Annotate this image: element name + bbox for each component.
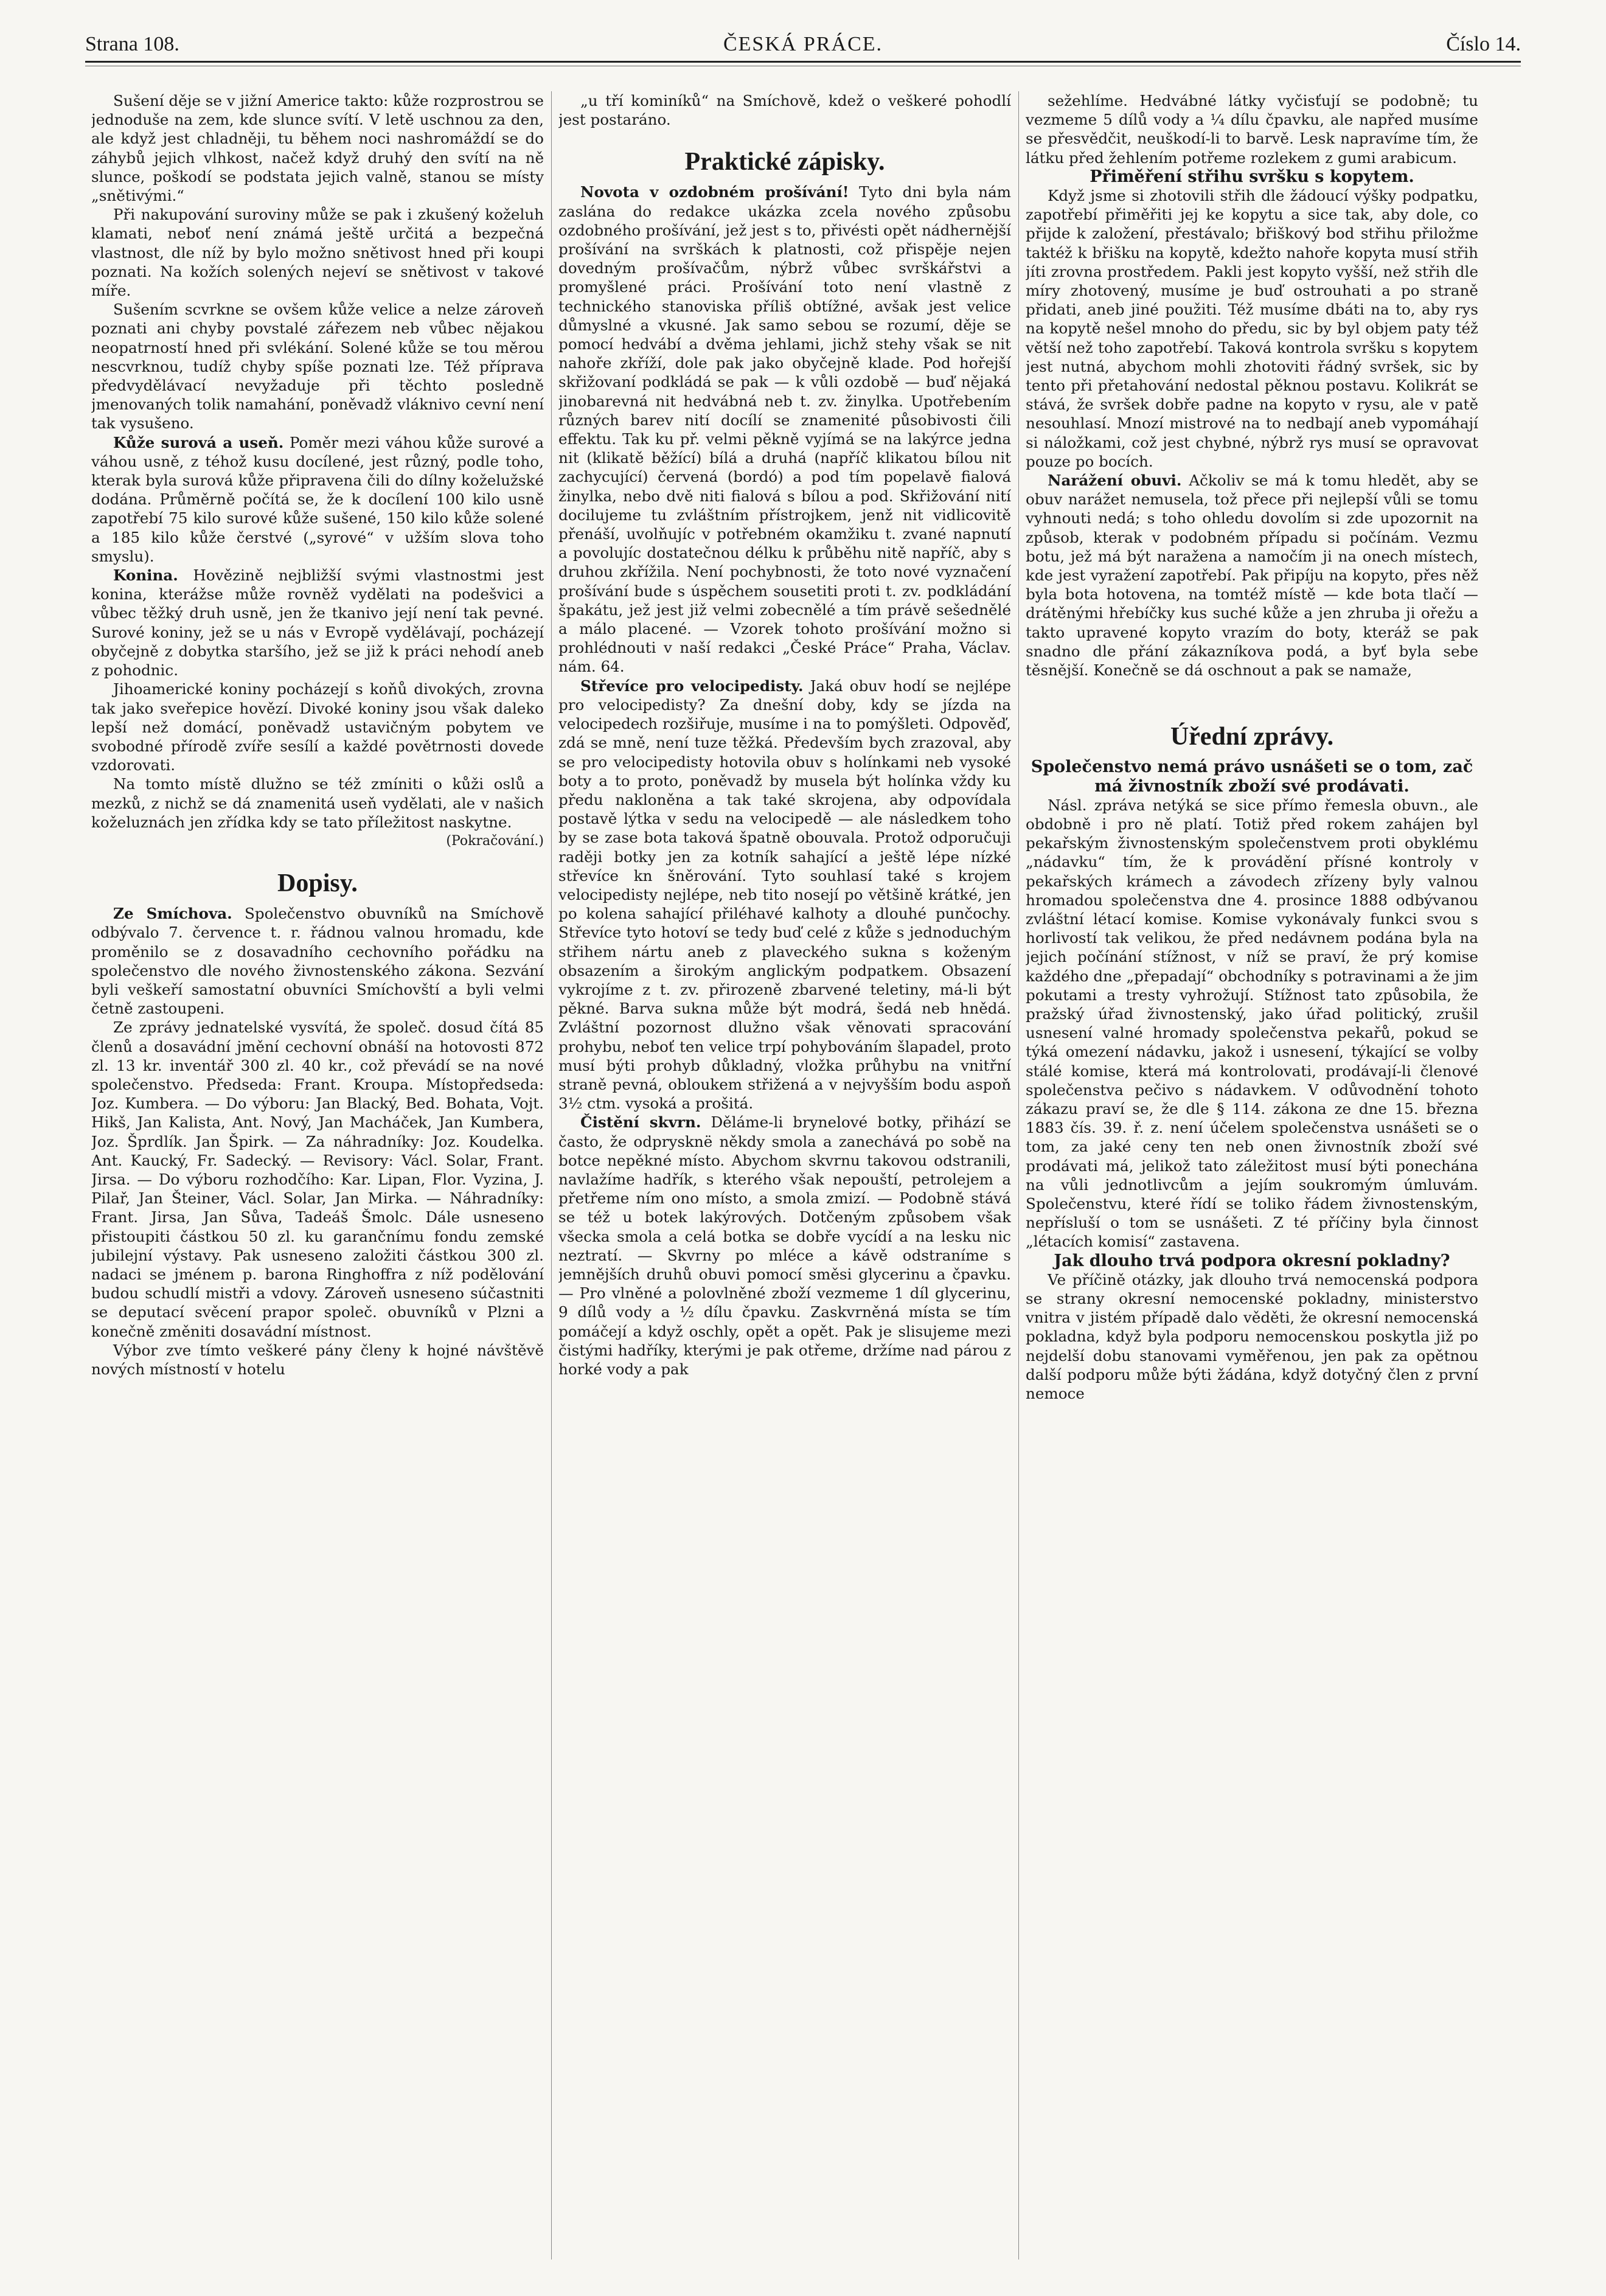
section-head: Čistění skvrn. (580, 1113, 701, 1132)
paragraph: „u tří kominíků“ na Smíchově, kdež o veškeré pohodlí jest postaráno. (558, 92, 1011, 129)
paragraph: Při nakupování suroviny může se pak i zkušený koželuh klamati, neboť není známá ještě určitá a bezpečná vlastnost, dle níž by bylo možno snětivost hned při koupi poznati. Na kožích solených nejeví se snětivost v takové míře. (91, 206, 544, 300)
section-head: Společenstvo nemá právo usnášeti se o tom, zač má živnostník zboží své prodávati. (1031, 757, 1473, 796)
column-3 (1026, 91, 1478, 2259)
paragraph (558, 677, 1011, 1113)
column-divider (1018, 91, 1019, 2259)
column-2 (558, 91, 1011, 2259)
column-1 (91, 91, 544, 2259)
paragraph-text: Poměr mezi váhou kůže surové a váhou usně, z téhož kusu docílené, jest různý, podle toho, kterak byla surová kůže připravena čili do dílny koželužské dodána. Průměrně počítá se, že k docílení 100 kilo usně zapotřebí 75 kilo surové kůže sušené, 150 kilo kůže solené a 185 kilo kůže čerstvé („syrové“ v užším slova toho smyslu). (91, 433, 544, 565)
column-divider (551, 91, 552, 2259)
section-title-uredni: Úřední zprávy. (1170, 723, 1334, 751)
paragraph: Jihoamerické koniny pocházejí s koňů divokých, zrovna tak jako sveřepice hovězí. Divoké koniny jsou však daleko lepší než domácí, poněvadž ustavičným pobytem ve svobodné přírodě zvíře sesílí a každé povětrnosti dovede vzdorovati. (91, 680, 544, 774)
paragraph (558, 183, 1011, 676)
paragraph: Sušením scvrkne se ovšem kůže velice a nelze zároveň poznati ani chyby povstalé zářezem neb vůbec nějakou neopatrností hned při svlékání. Solené kůže se tou měrou nescvrknou, tudíž chyby spíše poznati lze. Též příprava předvydělávací nevyžaduje při těchto posledně jmenovaných tolik namahání, poněvadž vláknivo cevní není tak vysušeno. (91, 301, 544, 433)
section-title-prakticke: Praktické zápisky. (684, 148, 885, 176)
page-header (85, 24, 1521, 61)
paragraph: Ze zprávy jednatelské vysvítá, že společ. dosud čítá 85 členů a dosavádní jmění cechovní obnáší na hotovosti 872 zl. 13 kr. inventář 300 zl. 40 kr., což převádí se na nové společenstvo. Předseda: Frant. Kroupa. Místopředseda: Joz. Kumbera. — Do výboru: Jan Blacký, Bed. Bohata, Vojt. Hikš, Jan Kalista, Ant. Nový, Jan Macháček, Jan Kumbera, Joz. Šprdlík. Jan Špirk. — Za náhradníky: Joz. Koudelka. Ant. Kaucký, Fr. Sadecký. — Revisory: Václ. Solar, Frant. Jirsa. — Do výboru rozhodčího: Kar. Lipan, Flor. Vyzina, J. Pilař, Jan Šteiner, Václ. Solar, Jan Mirka. — Náhradníky: Frant. Jirsa, Jan Sůva, Tadeáš Šmolc. Dále usneseno přistoupiti částkou 50 zl. ku garančnímu fondu zemské jubilejní výstavy. Pak usneseno založiti částkou 300 zl. nadaci se jménem p. barona Ringhoffra z níž podělování budou schudlí mistři a vdovy. Zároveň usneseno súčastniti se deputací svěcení prapor společ. obuvníků v Plzni a konečně změniti dosavádní místnost. (91, 1018, 544, 1340)
section-head: Narážení obuvi. (1048, 471, 1182, 490)
paragraph-text: Tyto dni byla nám zaslána do redakce ukázka zcela nového způsobu ozdobného prošívání, jež jest s to, přivésti opět nádhernější prošívání na svrškách k platnosti, což přispěje nejen dovedným prošívačům, nýbrž vůbec svrškářstvi a promyšlené práci. Prošívání toto není vlastně z technického stanoviska příliš obtížné, avšak jest velice důmyslné a vkusné. Jak samo sebou se rozumí, děje se pomocí hedvábí a dvěma jehlami, jichž stehy však se nit nahoře zkříží, dole pak jako obyčejně klade. Pod hořejší skřižovaní podkládá se pak — k vůli ozdobě — buď nějaká jinobarevná nit hedvábná neb t. zv. žinylka. Upotřebením různých barev nití docílí se znamenité působivosti čili effektu. Tak ku př. velmi pěkně vyjímá se na lakýrce jedna nit (klikatě běžící) bílá a druhá (napříč klikatou bílou nit zachycující) červená (bordó) a pod tím popelavě fialová žinylka, nebo dvě niti fialová s bílou a pod. Skřižování nití docilujeme tu zvláštním přístrojkem, jenž nit vidlicovitě přenáší, uvolňujíc v potřebném okamžiku t. zvané napnutí a povolujíc dostatečnou délku k průběhu nitě napříč, aby s druhou zkřížila. Není pochybnosti, že toto nové vyznačení prošívání bude s úspěchem sousetiti proti t. zv. podkládání špakátu, jež jest již velmi zobecnělé a tím právě sešednělé a málo placené. — Vzorek tohoto prošívání možno si prohlédnouti v naší redakci „České Práce“ Praha, Václav. nám. 64. (558, 183, 1011, 676)
paragraph (91, 566, 544, 680)
paragraph: Na tomto místě dlužno se též zmíniti o kůži oslů a mezků, z nichž se dá znamenitá useň vydělati, ale v našich koželuznách jen zřídka kdy se tato příležitost naskytne. (91, 775, 544, 831)
masthead-title: ČESKÁ PRÁCE. (723, 33, 883, 55)
section-head: Střevíce pro velocipedisty. (580, 677, 804, 695)
paragraph (91, 904, 544, 1018)
section-head: Ze Smíchova. (113, 905, 232, 923)
section-head: Novota v ozdobném prošívání! (580, 183, 849, 201)
paragraph (91, 433, 544, 566)
paragraph: Ve příčině otázky, jak dlouho trvá nemocenská podpora se strany okresní nemocenské pokladny, ministerstvo vnitra v jistém případě dalo věděti, že okresní nemocenská pokladna, když byla podporu nemocenskou poskytla již po nejdelší dobu stanovami vyměřenou, jen pak za opětnou další podporu může býti žádána, když dotyčný člen z první nemoce (1026, 1270, 1478, 1402)
paragraph (1026, 471, 1478, 680)
issue-number: Číslo 14. (1446, 33, 1521, 55)
section-title-dopisy: Dopisy. (277, 869, 358, 898)
paragraph (558, 1113, 1011, 1379)
paragraph: sežehlíme. Hedvábné látky vyčisťují se podobně; tu vezmeme 5 dílů vody a ¼ dílu čpavku, ale napřed musíme se přesvědčit, neuškodí-li to barvě. Lesk napravíme tím, že látku před žehlením potřeme rozlekem z gumi arabicum. (1026, 92, 1478, 167)
paragraph: Násl. zpráva netýká se sice přímo řemesla obuvn., ale obdobně i pro ně platí. Totiž před rokem zahájen byl pekařským živnostenským společenstvem proti obyklému „nádavku“ tím, že k provádění přísné kontroly v pekařských krámech a závodech zřízeny byly valnou hromadou společenstva dne 4. prosince 1888 odbývanou zvláštní létací komise. Komise vykonávaly funkci svou s horlivostí tak velikou, že před nedávnem podána byla na jejich počínání stížnost, v níž se praví, že prý komise každého dne „přepadají“ obchodníky s potravinami a že jim pokutami a tresty vyhrožují. Stížnost tato způsobila, že pražský úřad živnostenský, jako úřad politický, zrušil usnesení valné hromady společenstva pekařů, pokud se týká omezení nádavku, jakož i usnesení, týkající se volby stálé komise, která má kontrolovati, prodávají-li členové společenstva pečivo s nádavkem. V odůvodnění tohoto zákazu praví se, že dle § 114. zákona ze dne 15. března 1883 čís. 39. ř. z. není účelem společenstva usnášeti se o tom, za jaké ceny ten neb onen živnostník zboží své prodávati má, jelikož tato záležitost musí býti ponechána na vůli jednotlivcům a jejím soukromým úmluvám. Společenstvu, které řídí se toliko řádem živnostenským, nepřísluší o tom se usnášeti. Z té příčiny byla činnost „létacích komisí“ zastavena. (1026, 796, 1478, 1251)
paragraph: Výbor zve tímto veškeré pány členy k hojné návštěvě nových místností v hotelu (91, 1341, 544, 1378)
paragraph-text: Společenstvo obuvníků na Smíchově odbývalo 7. července t. r. řádnou valnou hromadu, kde proměnilo se z dosavadního cechovního pořádku na společenstvo dle nového živnostenského zákona. Sezvání byli veškeří samostatní obuvníci Smíchovští a byli velmi četně zastoupeni. (91, 905, 544, 1018)
paragraph-text: Hovězině nejbližší svými vlastnostmi jest konina, kterážse může rovněž vydělati na podešvici a vůbec těžký druh usně, jen že tkanivo její není tak pevné. Surové koniny, jež se u nás v Evropě vydělávají, pocházejí obyčejně z dobytka staršího, jež se již k práci nehodí aneb z pohodnic. (91, 566, 544, 680)
page-number: Strana 108. (85, 33, 179, 55)
spacer (1026, 680, 1478, 704)
paragraph-text: Jaká obuv hodí se nejlépe pro velocipedisty? Za dnešní doby, kdy se jízda na velocipedech rozšiřuje, musíme i na to pomýšleti. Odpověď, zdá se mně, není tuze těžká. Především bych zrazoval, aby se pro velocipedisty hotovila obuv s holínkami neb vysoké boty a to proto, poněvadž by musela být holínka vždy ku předu nakloněna a tak také skrojena, aby odpovídala postavě lýtka v sedu na velocipedě — ale následkem toho by se zase bota taková špatně obouvala. Protož odporučuji raději botky jen za kotník sahající a ještě lépe nízké střevíce kn šněrování. Tyto souhlasí také s krojem velocipedisty nejlépe, neb tito nosejí po většině krátké, jen po kolena sahající přiléhavé kalhoty a dlouhé punčochy. Střevíce tyto hotoví se tedy buď celé z kůže s jednoduchým střihem nártu aneb z plaveckého sukna s koženým obsazením a širokým anglickým podpatkem. Obsazení vykrojíme z t. zv. přirozeně zbarvené teletiny, má-li být pěkné. Barva sukna může být modrá, šedá neb hnědá. Zvláštní pozornost dlužno však věnovati spracování prohybu, neboť ten velice trpí pohybováním šlapadel, proto musí býti prohyb důkladný, vložka průhybu na vnitřní straně pevná, obloukem střižená a v nejvyšším bodu aspoň 3½ ctm. vysoká a prošitá. (558, 677, 1011, 1113)
paragraph-text: Děláme-li brynelové botky, přihází se často, že odprysknë někdy smola a zanechává po sobě na botce nepěkné místo. Abychom skvrnu takovou odstranili, navlažíme hadřík, s kterého však nepouští, petrolejem a přetřeme ním ono místo, a smola zmizí. — Podobně stává se též u botek lakýrových. Dotčeným způsobem však všecka smola a celá botka se dobře vycídí a na lesku nic neztratí. — Skvrny po mléce a kávě odstraníme s jemnějších druhů obuvi pomocí směsi glycerinu a čpavku. — Pro vlněné a polovlněné zboží vezmeme 1 díl glycerinu, 9 dílů vody a ½ dílu čpavku. Zaskvrněná místa se tím pomáčejí a když oschly, opět a opět. Pak je slisujeme mezi čistými hadříky, kterými je pak otřeme, držíme nad párou z horké vody a pak (558, 1113, 1011, 1378)
section-head: Konina. (113, 566, 178, 585)
header-rule (85, 61, 1521, 63)
continuation-note: (Pokračování.) (446, 833, 544, 849)
paragraph: Sušení děje se v jižní Americe takto: kůže rozprostrou se jednoduše na zem, kde slunce svítí. V letě uschnou za den, ale když jest chladněji, tu během noci nashromáždí se do záhybů jejich vlhkost, načež když druhý den svítí na ně slunce, poškodí se podstata jejich valně, stanou se místy „snětivými.“ (91, 92, 544, 205)
paragraph: Když jsme si zhotovili střih dle žádoucí výšky podpatku, zapotřebí přiměřiti jej ke kopytu a sice tak, aby dole, co přijde k založení, přestávalo; břiškový bod střihu přiložme taktéž k břišku na kopytě, kdežto nahoře kopyta musí střih jíti zrovna prostředem. Pakli jest kopyto vyšší, než střih dle míry zhotovený, musíme je buď ostrouhati a po straně přidati, aneb jiné použiti. Též musíme dbáti na to, aby rys na kopytě nešel mnoho do předu, sic by byl objem paty též větší než toho zapotřebí. Taková kontrola svršku s kopytem jest nutná, abychom mohli zhotoviti řádný svršek, sic by tento při přetahování nedostal pěknou postavu. Kolikrát se stává, že svršek dobře padne na kopyto v rysu, ale v patě nesouhlasí. Mnozí mistrové na to nedbají aneb vypomáhají si náložkami, což jest chybné, nýbrž rys musí se opravovat pouze po bocích. (1026, 187, 1478, 470)
section-head: Kůže surová a useň. (113, 433, 284, 451)
section-head: Jak dlouho trvá podpora okresní pokladny? (1054, 1251, 1450, 1270)
section-head: Přiměření střihu svršku s kopytem. (1090, 167, 1414, 186)
paragraph-text: Ačkoliv se má k tomu hledět, aby se obuv narážet nemusela, tož přece při nejlepší vůli se tomu vyhnouti nedá; s toho ohledu dovolím si zde upozornit na způsob, kterak v podobném případu si počínám. Vezmu botu, jež má být naražena a namočím ji na onech místech, kde jest vyražení zapotřebí. Pak připíju na kopyto, přes něž byla bota hotovena, na tomtéž místě — kde bota tlačí — drátěnými hřebíčky kus suché kůže a jen zhruba ji ořežu a takto upravené kopyto vrazím do boty, kteráž se pak snadno dle přání zákazníkova podá, a byť byla sebe těsnější. Konečně se dá oschnout a pak se namaže, (1026, 471, 1478, 680)
